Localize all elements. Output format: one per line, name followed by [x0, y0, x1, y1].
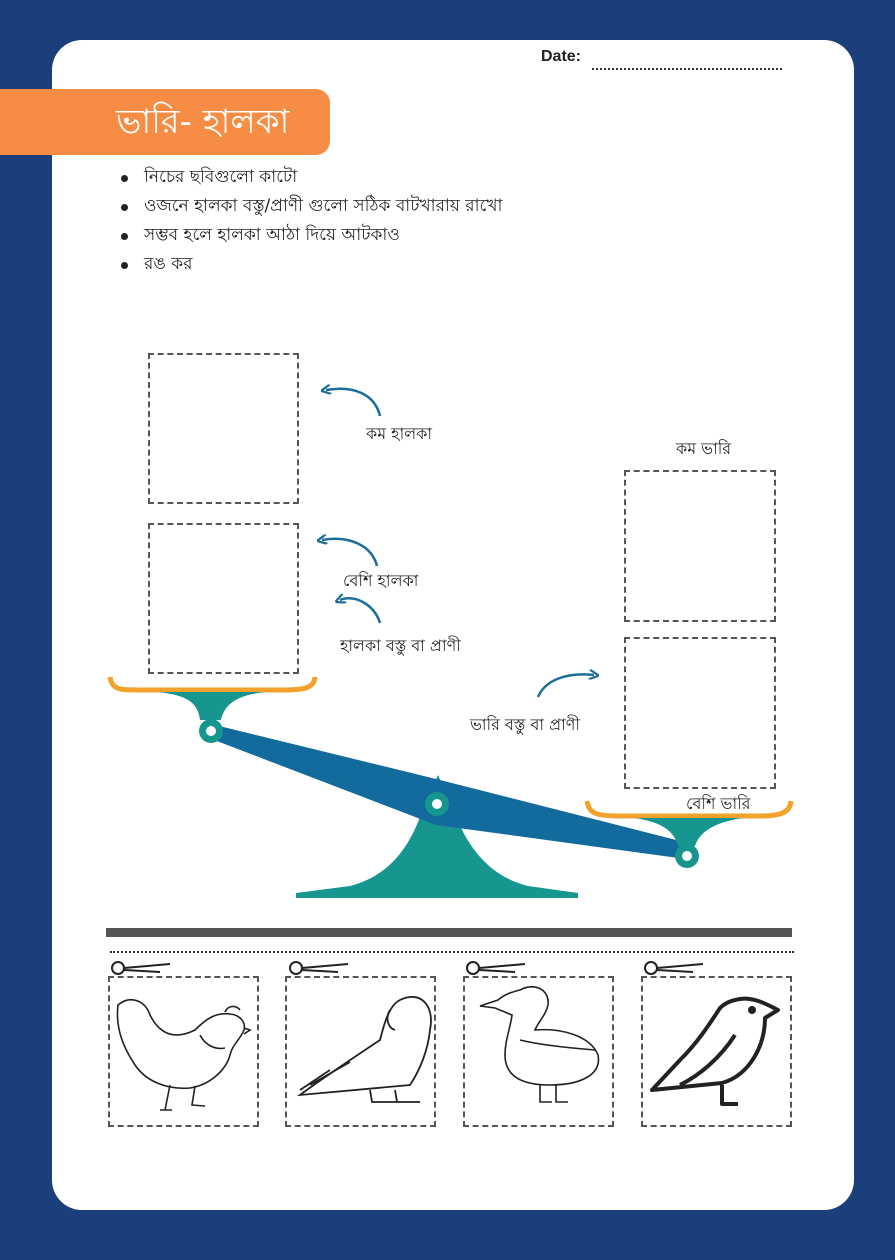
parrot-icon	[300, 997, 431, 1102]
bird-icon	[652, 999, 778, 1104]
scissors-icon	[112, 962, 703, 974]
label-most-heavy: বেশি ভারি	[686, 794, 751, 813]
instruction-item: রঙ কর	[118, 250, 502, 279]
label-least-heavy: কম ভারি	[676, 439, 732, 458]
label-most-light: বেশি হালকা	[343, 571, 419, 590]
date-label: Date:	[541, 48, 582, 65]
label-light-object: হালকা বস্তু বা প্রাণী	[340, 636, 461, 655]
instruction-item: ওজনে হালকা বস্তু/প্রাণী গুলো সঠিক বাটখারায় রাখো	[118, 192, 502, 221]
instruction-item: সম্ভব হলে হালকা আঠা দিয়ে আটকাও	[118, 221, 502, 250]
instruction-item: নিচের ছবিগুলো কাটো	[118, 163, 502, 192]
hen-icon	[117, 1000, 250, 1110]
label-heavy-object: ভারি বস্তু বা প্রাণী	[470, 715, 580, 734]
page-title: ভারি- হালকা	[116, 102, 290, 142]
label-least-light: কম হালকা	[366, 424, 432, 443]
duck-icon	[480, 987, 598, 1102]
